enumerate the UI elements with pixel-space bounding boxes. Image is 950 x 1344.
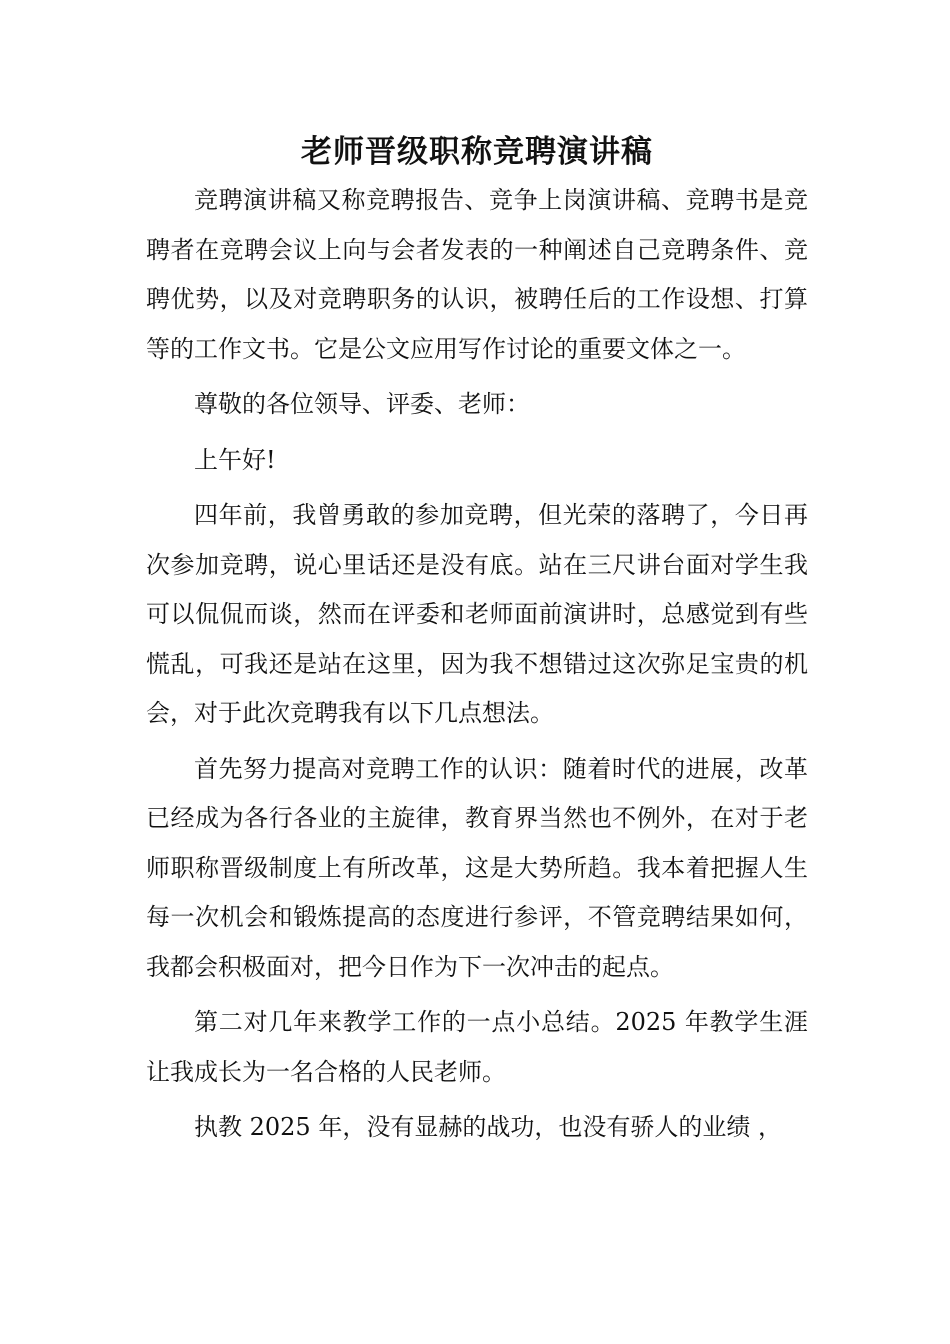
paragraph-greeting: 上午好!	[194, 445, 276, 474]
document-page	[146, 128, 808, 1153]
paragraph-intro: 竞聘演讲稿又称竞聘报告、竞争上岗演讲稿、竞聘书是竞聘者在竞聘会议上向与会者发表的一种阐述自己竞聘条件、竞聘优势，以及对竞聘职务的认识，被聘任后的工作设想、打算等的工作文书。它是公文应用写作讨论的重要文体之一。	[146, 186, 808, 363]
paragraph-first-point: 首先努力提高对竞聘工作的认识：随着时代的进展，改革已经成为各行各业的主旋律，教育界当然也不例外，在对于老师职称晋级制度上有所改革，这是大势所趋。我本着把握人生每一次机会和锻炼提高的态度进行参评，不管竞聘结果如何，我都会积极面对，把今日作为下一次冲击的起点。	[146, 754, 808, 981]
document-title: 老师晋级职称竞聘演讲稿	[301, 134, 653, 170]
paragraph-salutation: 尊敬的各位领导、评委、老师：	[194, 390, 530, 418]
paragraph-second-point: 第二对几年来教学工作的一点小总结。2025 年教学生涯让我成长为一名合格的人民老师。	[146, 1008, 808, 1086]
paragraph-four-years-ago: 四年前，我曾勇敢的参加竞聘，但光荣的落聘了，今日再次参加竞聘，说心里话还是没有底。站在三尺讲台面对学生我可以侃侃而谈，然而在评委和老师面前演讲时，总感觉到有些慌乱，可我还是站在这里，因为我不想错过这次弥足宝贵的机会，对于此次竞聘我有以下几点想法。	[146, 501, 808, 727]
paragraph-teaching-years: 执教 2025 年，没有显赫的战功，也没有骄人的业绩 ，	[194, 1113, 782, 1141]
